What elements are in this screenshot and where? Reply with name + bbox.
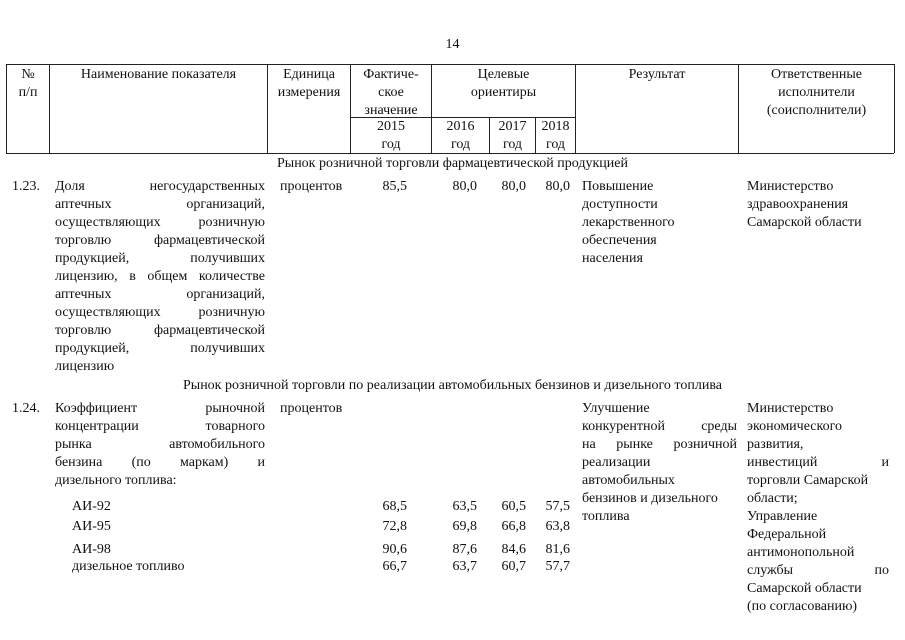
header-number: № п/п (18, 67, 38, 100)
value-2018: 57,5 (545, 499, 570, 514)
section-title-pharmacy: Рынок розничной торговли фармацевтической продукцией (277, 156, 628, 171)
value-2015: 85,5 (382, 179, 407, 194)
header-unit: Единица измерения (277, 67, 341, 100)
value-2015: 90,6 (382, 542, 407, 557)
value-2018: 80,0 (545, 179, 570, 194)
header-responsible: Ответственные исполнители (соисполнители) (766, 67, 867, 118)
value-2016: 63,5 (452, 499, 477, 514)
fuel-label: АИ-92 (72, 499, 111, 514)
result: Повышение доступности лекарственного обеспечения населения (582, 179, 675, 266)
value-2015: 72,8 (382, 519, 407, 534)
value-2017: 80,0 (501, 179, 526, 194)
header-targets: Целевые ориентиры (470, 67, 537, 100)
indicator-name: Доля негосударственных аптечных организаций, осуществляющих розничную торговлю фармацевтической продукцией, получивших лицензию, в общем количестве аптечных организаций, осуществляющих розничную торговлю фармацевтической продукцией, получивших лицензию (55, 179, 265, 374)
page-number: 14 (445, 37, 460, 52)
value-2017: 60,7 (501, 559, 526, 574)
row-number: 1.23. (12, 179, 40, 194)
header-result: Результат (628, 67, 686, 82)
value-2018: 57,7 (545, 559, 570, 574)
header-indicator-name: Наименование показателя (80, 67, 237, 82)
section-title-fuel: Рынок розничной торговли по реализации автомобильных бензинов и дизельного топлива (183, 378, 722, 393)
header-year-2017: 2017 год (498, 119, 527, 152)
value-2018: 81,6 (545, 542, 570, 557)
value-2016: 63,7 (452, 559, 477, 574)
responsible: Министерство экономического развития, инвестиций и торговли Самарской области; Управление Федеральной антимонопольной службы по Самарской области (по согласованию) (747, 401, 889, 614)
indicator-name: Коэффициент рыночной концентрации товарного рынка автомобильного бензина (по маркам) и дизельного топлива: (55, 401, 265, 488)
value-2015: 66,7 (382, 559, 407, 574)
header-year-2015: 2015 год (377, 119, 405, 152)
unit: процентов (280, 401, 343, 416)
row-number: 1.24. (12, 401, 40, 416)
value-2017: 60,5 (501, 499, 526, 514)
unit: процентов (280, 179, 343, 194)
value-2017: 66,8 (501, 519, 526, 534)
fuel-label: дизельное топливо (72, 559, 185, 574)
value-2016: 69,8 (452, 519, 477, 534)
fuel-label: АИ-95 (72, 519, 111, 534)
header-actual-value: Фактиче- ское значение (363, 67, 419, 118)
responsible: Министерство здравоохранения Самарской области (747, 179, 862, 230)
header-year-2016: 2016 год (446, 119, 475, 152)
value-2017: 84,6 (501, 542, 526, 557)
value-2015: 68,5 (382, 499, 407, 514)
value-2016: 80,0 (452, 179, 477, 194)
fuel-label: АИ-98 (72, 542, 111, 557)
value-2016: 87,6 (452, 542, 477, 557)
result: Улучшение конкурентной среды на рынке розничной реализации автомобильных бензинов и дизельного топлива (582, 401, 737, 524)
value-2018: 63,8 (545, 519, 570, 534)
header-year-2018: 2018 год (541, 119, 570, 152)
